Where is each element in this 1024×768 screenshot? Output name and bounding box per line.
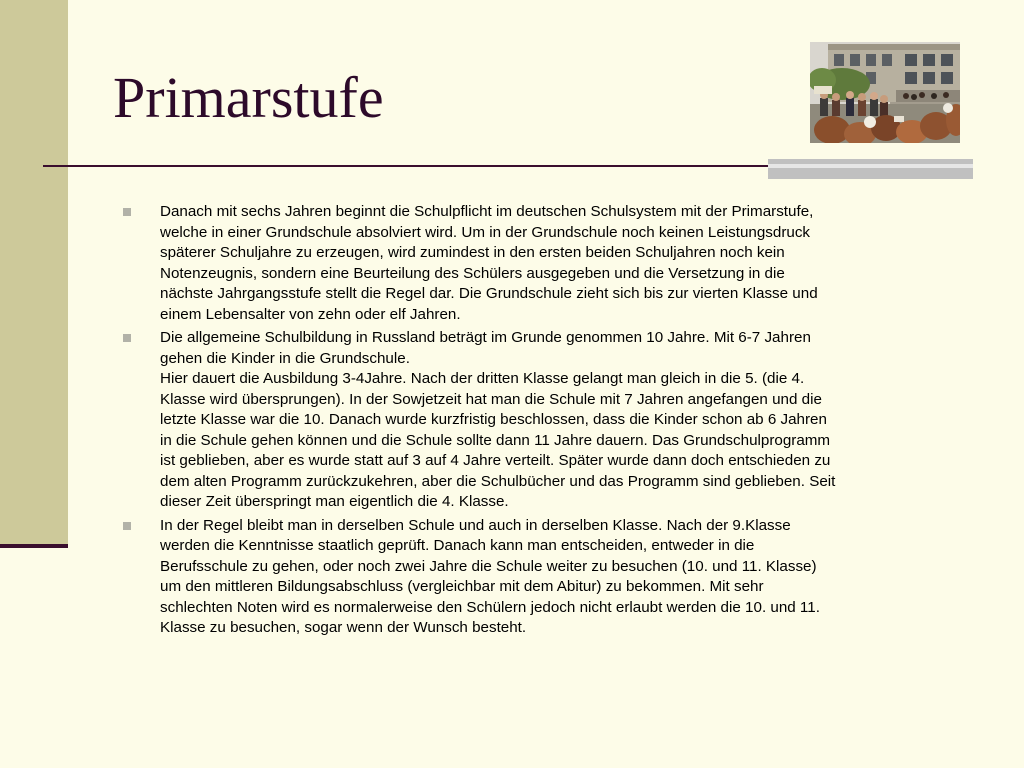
square-bullet-icon — [123, 334, 131, 342]
side-band-underline — [0, 544, 68, 548]
bullet-item — [160, 516, 920, 639]
bullet-text: Danach mit sechs Jahren beginnt die Schulpflicht im deutschen Schulsystem mit der Primarstufe, welche in einer Grundschule absolviert wird. Um in der Grundschule noch keinen Leistungsdruck späterer Schuljahre zu erzeugen, wird zumindest in den ersten beiden Schuljahren noch kein Notenzeugnis, sondern eine Beurteilung des Schülers ausgegeben und die Versetzung in die nächste Jahrgangsstufe stellt die Regel dar. Die Grundschule zieht sich bis zur vierten Klasse und einem Lebensalter von zehn oder elf Jahren. — [160, 203, 818, 323]
square-bullet-icon — [123, 208, 131, 216]
side-band — [0, 0, 68, 548]
accent-bar — [768, 159, 973, 179]
school-photo-icon — [810, 42, 960, 143]
bullet-text: Die allgemeine Schulbildung in Russland beträgt im Grunde genommen 10 Jahre. Mit 6-7 Jahren gehen die Kinder in die Grundschule. Hier dauert die Ausbildung 3-4Jahre. Nach der dritten Klasse gelangt man gleich in die 5. (die 4. Klasse wird übersprungen). In der Sowjetzeit hat man die Schule mit 7 Jahren angefangen und die letzte Klasse war die 10. Danach wurde kurzfristig beschlossen, dass die Kinder schon ab 6 Jahren in die Schule gehen können und die Schule sollte dann 11 Jahre dauern. Das Grundschulprogramm ist geblieben, aber es wurde statt auf 3 auf 4 Jahre verteilt. Später wurde dann doch entschieden zu dem alten Programm zurückzukehren, aber die Schulbücher und das Programm sind geblieben. Seit dieser Zeit überspringt man eigentlich die 4. Klasse. — [160, 329, 836, 510]
bullet-text: In der Regel bleibt man in derselben Schule und auch in derselben Klasse. Nach der 9.Klasse werden die Kenntnisse staatlich geprüft. Danach kann man entscheiden, entweder in die Berufsschule zu gehen, oder noch zwei Jahre die Schule weiter zu besuchen (10. und 11. Klasse) um den mittleren Bildungsabschluss (vergleichbar mit dem Abitur) zu bekommen. Mit sehr schlechten Noten wird es normalerweise den Schülern jedoch nicht erlaubt werden die 10. und 11. Klasse zu besuchen, sogar wenn der Wunsch besteht. — [160, 516, 820, 636]
square-bullet-icon — [123, 522, 131, 530]
school-photo — [810, 42, 960, 143]
bullet-item — [160, 202, 920, 325]
accent-bar-highlight — [768, 164, 973, 168]
bullet-item — [160, 328, 920, 513]
bullet-list — [160, 202, 920, 642]
slide-title: Primarstufe — [113, 65, 384, 130]
